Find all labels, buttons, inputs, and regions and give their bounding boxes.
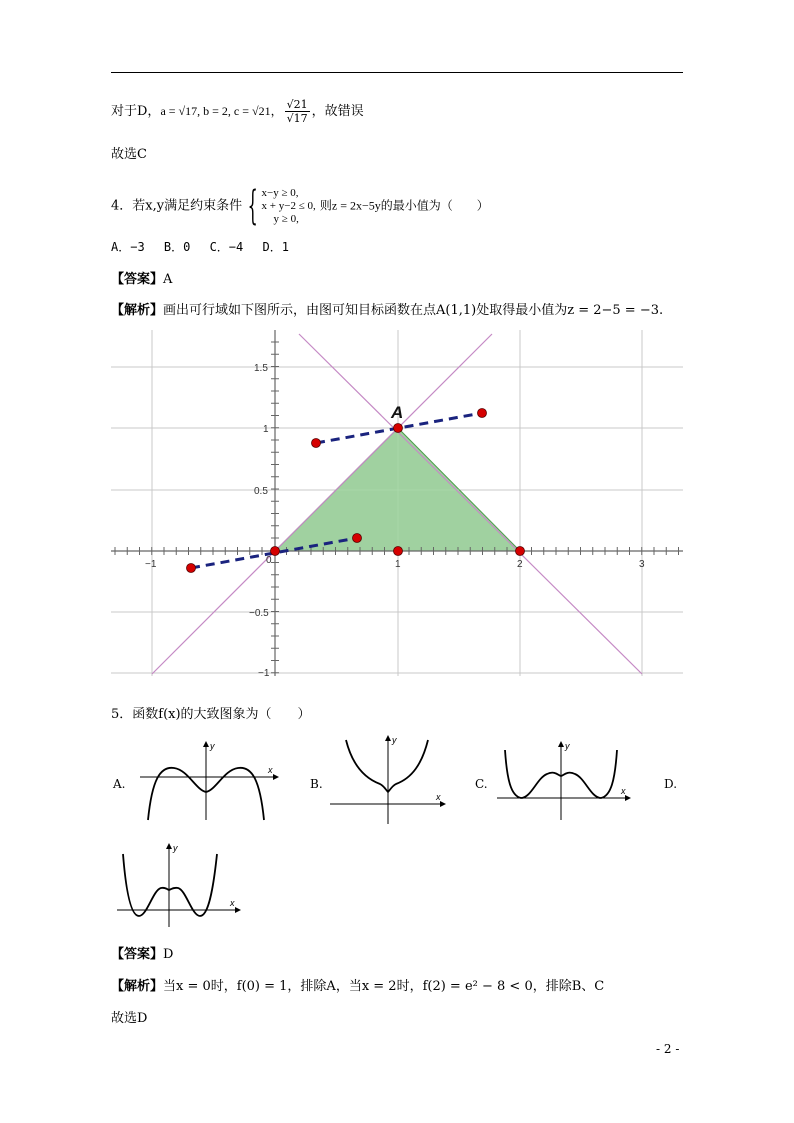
point-origin — [271, 547, 280, 556]
analysis-tag: 【解析】 — [111, 303, 164, 318]
axis-x-label: x — [436, 792, 441, 802]
option-B-label: B. — [310, 777, 323, 791]
q5-conclusion: 故选D — [111, 1011, 148, 1026]
analysis-text: 画出可行域如下图所示，由图可知目标函数在点A(1,1)处取得最小值为z = 2−5 = −3. — [163, 303, 664, 318]
point-A — [394, 424, 403, 433]
graph-option-D — [117, 842, 242, 928]
dash-endpoint-4 — [353, 534, 362, 543]
q5-analysis — [111, 978, 604, 996]
prev-math: a = √17, b = 2, c = √21， — [160, 104, 283, 118]
prev-prefix: 对于D， — [111, 104, 161, 119]
graph-option-A — [140, 740, 280, 822]
axis-x-label: x — [268, 765, 273, 775]
fraction-numerator: √21 — [286, 98, 308, 111]
prev-suffix: ，故错误 — [311, 104, 364, 119]
fraction — [285, 98, 310, 125]
option-A-label: A. — [113, 777, 126, 791]
x-tick-neg1: −1 — [145, 559, 157, 570]
prev-choice: 故选C — [111, 147, 147, 162]
point-2-0 — [516, 547, 525, 556]
point-A-label: A — [391, 403, 404, 422]
x-tick-1: 1 — [395, 559, 401, 570]
graph-option-B — [330, 734, 448, 826]
axis-y-label: y — [565, 741, 570, 751]
fraction-denominator: √17 — [286, 112, 308, 125]
option-D-label: D. — [664, 777, 678, 791]
page-number: - 2 - — [656, 1042, 680, 1056]
y-tick-1.5: 1.5 — [254, 363, 268, 374]
system-brace: { — [247, 183, 258, 229]
answer-value: A — [163, 272, 173, 287]
q4-prefix: 4．若x,y满足约束条件 — [111, 198, 243, 214]
point-1-0 — [394, 547, 403, 556]
analysis-text: 当x = 0时，f(0) = 1，排除A，当x = 2时，f(2) = e² − 8 < 0，排除B、C — [163, 979, 605, 994]
dash-endpoint-2 — [478, 409, 487, 418]
constraint-3: y ≥ 0, — [273, 212, 299, 225]
analysis-tag: 【解析】 — [111, 979, 164, 994]
axis-y-label: y — [392, 735, 397, 745]
q5-answer — [111, 946, 173, 964]
axis-y-label: y — [210, 741, 215, 751]
origin-label: 0 — [266, 555, 272, 566]
prev-conclusion-line — [111, 98, 364, 125]
axis-x-label: x — [230, 898, 235, 908]
q4-stem — [111, 183, 489, 229]
feasible-region-graph — [111, 330, 683, 676]
y-tick-neg1: −1 — [258, 668, 270, 676]
axis-y-label: y — [173, 843, 178, 853]
q5-stem: 5．函数f(x)的大致图象为（ ） — [111, 707, 311, 722]
dash-endpoint-1 — [312, 439, 321, 448]
answer-tag: 【答案】 — [111, 272, 164, 287]
dash-endpoint-3 — [187, 564, 196, 573]
x-tick-2: 2 — [517, 559, 523, 570]
constraint-2: x + y−2 ≤ 0, — [261, 199, 316, 212]
q4-analysis — [111, 302, 663, 320]
q4-options: A．−3 B．0 C．−4 D．1 — [111, 240, 289, 254]
y-tick-neg0.5: −0.5 — [249, 608, 269, 619]
axis-x-label: x — [621, 786, 626, 796]
q4-answer — [111, 271, 172, 289]
header-rule — [111, 72, 683, 73]
q4-question: 则z = 2x−5y的最小值为（ ） — [319, 198, 489, 213]
y-tick-0.5: 0.5 — [254, 486, 268, 497]
y-tick-1: 1 — [263, 424, 269, 435]
x-tick-3: 3 — [639, 559, 645, 570]
graph-option-C — [497, 740, 633, 822]
answer-tag: 【答案】 — [111, 947, 164, 962]
answer-value: D — [163, 947, 174, 962]
option-C-label: C. — [475, 777, 488, 791]
constraint-system — [262, 187, 316, 226]
constraint-1: x−y ≥ 0, — [261, 186, 299, 199]
